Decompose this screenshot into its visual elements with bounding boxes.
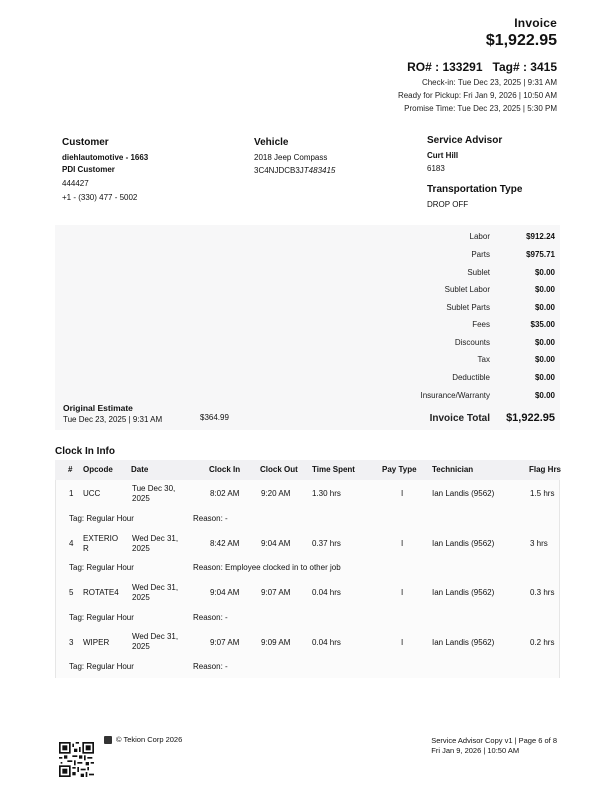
row2-technician: Ian Landis (9562) (432, 539, 495, 548)
vehicle-vin: 3C4NJDCB3JT483415 (254, 166, 336, 175)
ro-number: RO# : 133291 (407, 60, 483, 74)
row1-time-spent: 1.30 hrs (312, 489, 341, 498)
customer-name: diehlautomotive - 1663 (62, 153, 149, 162)
total-row-sublet: Sublet $0.00 (467, 268, 555, 277)
advisor-heading: Service Advisor (427, 135, 503, 146)
row3-tag: Tag: Regular Hour (69, 613, 134, 622)
invoice-header (397, 16, 557, 115)
row2-num: 4 (69, 539, 74, 548)
row1-date: Tue Dec 30, 2025 (132, 484, 176, 503)
row2-pay-type: I (401, 539, 404, 548)
col-header-time-spent: Time Spent (312, 465, 355, 474)
row1-tag: Tag: Regular Hour (69, 514, 134, 523)
estimate-date: Tue Dec 23, 2025 | 9:31 AM (63, 415, 163, 424)
total-row-deductible: Deductible $0.00 (452, 373, 555, 382)
col-header-clock-out: Clock Out (260, 465, 298, 474)
checkin-time: Check-in: Tue Dec 23, 2025 | 9:31 AM (421, 78, 557, 87)
invoice-total-row: Invoice Total $1,922.95 (429, 412, 555, 424)
row3-clock-in: 9:04 AM (210, 588, 240, 597)
row2-reason: Reason: Employee clocked in to other job (193, 563, 341, 572)
transport-type: DROP OFF (427, 200, 469, 209)
clock-table-body (55, 480, 560, 678)
advisor-name: Curt Hill (427, 151, 459, 160)
row3-clock-out: 9:07 AM (261, 588, 291, 597)
row3-reason: Reason: - (193, 613, 228, 622)
row4-time-spent: 0.04 hrs (312, 638, 341, 647)
vehicle-heading: Vehicle (254, 137, 289, 148)
col-header-technician: Technician (432, 465, 474, 474)
row3-flag-hrs: 0.3 hrs (530, 588, 555, 597)
total-row-insurance: Insurance/Warranty $0.00 (420, 391, 555, 400)
transport-heading: Transportation Type (427, 184, 523, 195)
customer-phone: +1 - (330) 477 - 5002 (62, 193, 138, 202)
ro-tag-line (397, 60, 557, 74)
col-header-clock-in: Clock In (209, 465, 241, 474)
col-header-date: Date (131, 465, 149, 474)
row3-date: Wed Dec 31, 2025 (132, 583, 179, 602)
vehicle-block (254, 137, 335, 177)
row1-opcode: UCC (83, 489, 101, 498)
total-row-sublet-parts: Sublet Parts $0.00 (446, 303, 555, 312)
row4-tag: Tag: Regular Hour (69, 662, 134, 671)
original-estimate (63, 403, 162, 425)
customer-type: PDI Customer (62, 165, 115, 174)
estimate-amount: $364.99 (200, 413, 229, 422)
estimate-heading: Original Estimate (63, 403, 133, 413)
row4-date: Wed Dec 31, 2025 (132, 632, 179, 651)
row4-technician: Ian Landis (9562) (432, 638, 495, 647)
row2-opcode: EXTERIO R (83, 534, 119, 553)
col-header-pay-type: Pay Type (382, 465, 417, 474)
row3-pay-type: I (401, 588, 404, 597)
advisor-block (427, 135, 522, 211)
clock-in-title: Clock In Info (55, 446, 115, 457)
total-row-discounts: Discounts $0.00 (454, 338, 555, 347)
row1-clock-in: 8:02 AM (210, 489, 240, 498)
row1-clock-out: 9:20 AM (261, 489, 291, 498)
row4-flag-hrs: 0.2 hrs (530, 638, 555, 647)
row3-technician: Ian Landis (9562) (432, 588, 495, 597)
footer-copyright: © Tekion Corp 2026 (104, 735, 182, 744)
tekion-logo-icon (104, 736, 112, 744)
total-row-fees: Fees $35.00 (472, 320, 555, 329)
row1-num: 1 (69, 489, 74, 498)
row2-tag: Tag: Regular Hour (69, 563, 134, 572)
customer-block (62, 137, 148, 204)
footer-page-info (431, 736, 557, 756)
row1-flag-hrs: 1.5 hrs (530, 489, 555, 498)
footer-date-line: Fri Jan 9, 2026 | 10:50 AM (431, 746, 520, 755)
row2-clock-out: 9:04 AM (261, 539, 291, 548)
row4-pay-type: I (401, 638, 404, 647)
total-row-parts: Parts $975.71 (471, 250, 555, 259)
row3-time-spent: 0.04 hrs (312, 588, 341, 597)
customer-id: 444427 (62, 179, 89, 188)
row2-time-spent: 0.37 hrs (312, 539, 341, 548)
row1-technician: Ian Landis (9562) (432, 489, 495, 498)
col-header-opcode: Opcode (83, 465, 113, 474)
invoice-title: Invoice (514, 16, 557, 30)
col-header-flag-hrs: Flag Hrs (529, 465, 562, 474)
row3-num: 5 (69, 588, 74, 597)
vehicle-model: 2018 Jeep Compass (254, 153, 328, 162)
advisor-id: 6183 (427, 164, 445, 173)
invoice-dates (397, 76, 557, 115)
col-header-num: # (68, 465, 73, 474)
row1-reason: Reason: - (193, 514, 228, 523)
row1-pay-type: I (401, 489, 404, 498)
row2-flag-hrs: 3 hrs (530, 539, 548, 548)
tag-number: Tag# : 3415 (492, 60, 557, 74)
total-row-labor: Labor $912.24 (469, 232, 555, 241)
pickup-time: Ready for Pickup: Fri Jan 9, 2026 | 10:50 AM (397, 91, 557, 100)
row2-clock-in: 8:42 AM (210, 539, 240, 548)
promise-time: Promise Time: Tue Dec 23, 2025 | 5:30 PM (404, 104, 557, 113)
row3-opcode: ROTATE4 (83, 588, 119, 597)
row4-reason: Reason: - (193, 662, 228, 671)
invoice-total-header: $1,922.95 (485, 32, 557, 49)
row4-clock-in: 9:07 AM (210, 638, 240, 647)
row4-clock-out: 9:09 AM (261, 638, 291, 647)
row2-date: Wed Dec 31, 2025 (132, 534, 179, 553)
total-row-sublet-labor: Sublet Labor $0.00 (444, 285, 555, 294)
customer-heading: Customer (62, 137, 109, 148)
row4-opcode: WIPER (83, 638, 110, 647)
footer-copy-line: Service Advisor Copy v1 | Page 6 of 8 (431, 736, 557, 745)
total-row-tax: Tax $0.00 (477, 355, 555, 364)
row4-num: 3 (69, 638, 74, 647)
qr-code-icon (59, 742, 94, 777)
